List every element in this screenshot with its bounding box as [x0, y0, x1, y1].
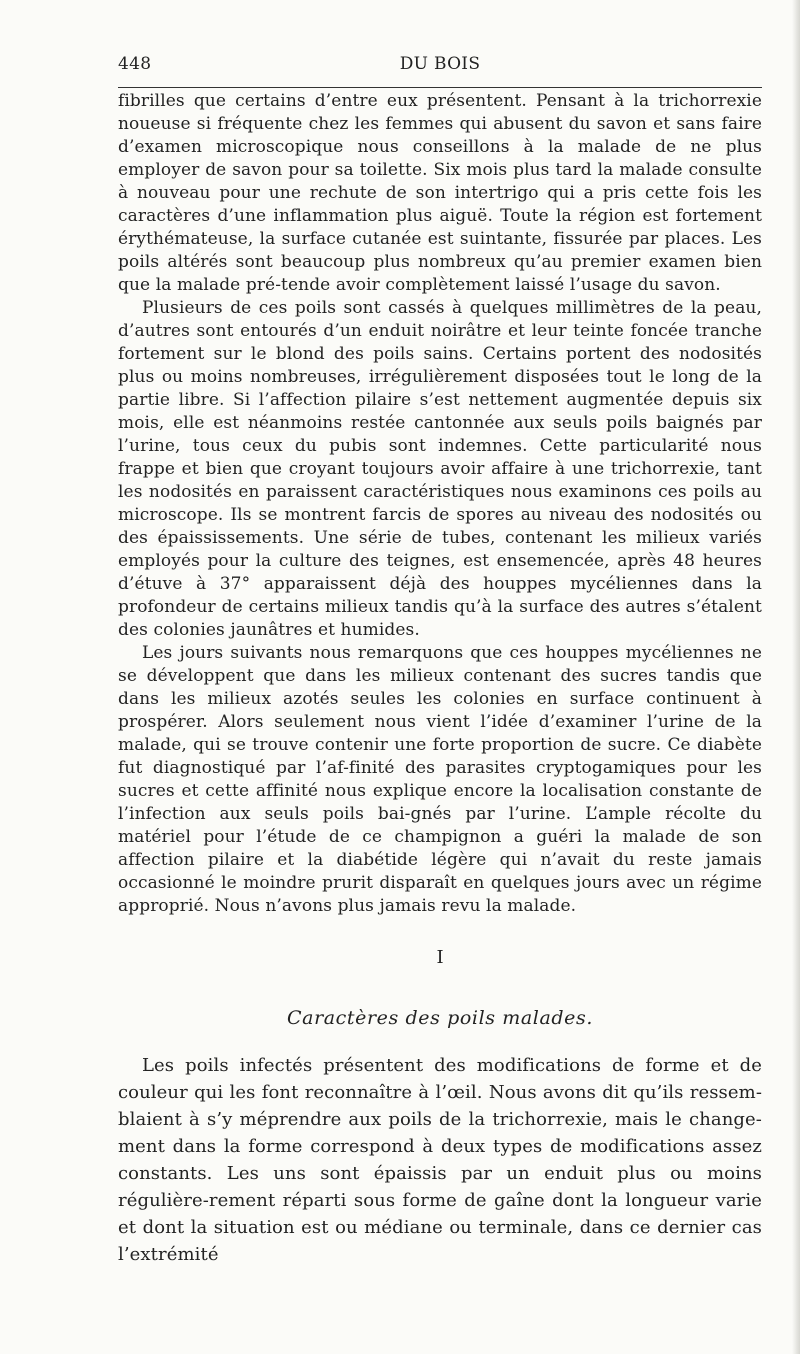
running-title: DU BOIS: [399, 54, 481, 74]
paragraph-1: fibrilles que certains d’entre eux présentent. Pensant à la trichorrexie noueuse si fréquente chez les femmes qui abusent du savon et sans faire d’examen microscopique nous conseillons à la malade de ne plus employer de savon pour sa toilette. Six mois plus tard la malade consulte à nouveau pour une rechute de son intertrigo qui a pris cette fois les caractères d’une inflammation plus aiguë. Toute la région est fortement érythémateuse, la surface cutanée est suintante, fissurée par places. Les poils altérés sont beaucoup plus nombreux qu’au premier examen bien que la malade pré-tende avoir complètement laissé l’usage du savon.: [118, 91, 762, 295]
running-head: [118, 52, 762, 82]
section-title: Caractères des poils malades.: [287, 1007, 593, 1029]
paragraph-2: Plusieurs de ces poils sont cassés à quelques millimètres de la peau, d’autres sont entourés d’un enduit noirâtre et leur teinte foncée tranche fortement sur le blond des poils sains. Certains portent des nodosités plus ou moins nombreuses, irrégulièrement disposées tout le long de la partie libre. Si l’affection pilaire s’est nettement augmentée depuis six mois, elle est néanmoins restée cantonnée aux seuls poils baignés par l’urine, tous ceux du pubis sont indemnes. Cette particularité nous frappe et bien que croyant toujours avoir affaire à une trichorrexie, tant les nodosités en paraissent caractéristiques nous examinons ces poils au microscope. Ils se montrent farcis de spores au niveau des nodosités ou des épaississements. Une série de tubes, contenant les milieux variés employés pour la culture des teignes, est ensemencée, après 48 heures d’étuve à 37° apparaissent déjà des houppes mycéliennes dans la profondeur de certains milieux tandis qu’à la surface des autres s’étalent des colonies jaunâtres et humides.: [118, 298, 762, 640]
book-page: [118, 52, 762, 1265]
page-edge-shadow: [792, 0, 800, 1354]
section-text: [118, 1052, 762, 1268]
main-text: [118, 90, 762, 918]
section-paragraph: Les poils infectés présentent des modifications de forme et de couleur qui les font reconnaître à l’œil. Nous avons dit qu’ils ressem-blaient à s’y méprendre aux poils de la trichorrexie, mais le change-ment dans la forme correspond à deux types de modifications assez constants. Les uns sont épaissis par un enduit plus ou moins régulière-rement réparti sous forme de gaîne dont la longueur varie et dont la situation est ou médiane ou terminale, dans ce dernier cas l’extrémité: [118, 1055, 762, 1265]
paragraph-3: Les jours suivants nous remarquons que ces houppes mycéliennes ne se développent que dans les milieux contenant des sucres tandis que dans les milieux azotés seules les colonies en surface continuent à prospérer. Alors seulement nous vient l’idée d’examiner l’urine de la malade, qui se trouve contenir une forte proportion de sucre. Ce diabète fut diagnostiqué par l’af-finité des parasites cryptogamiques pour les sucres et cette affinité nous explique encore la localisation constante de l’infection aux seuls poils bai-gnés par l’urine. L’ample récolte du matériel pour l’étude de ce champignon a guéri la malade de son affection pilaire et la diabétide légère qui n’avait du reste jamais occasionné le moindre prurit disparaît en quelques jours avec un régime approprié. Nous n’avons plus jamais revu la malade.: [118, 643, 762, 916]
section-number: I: [436, 947, 444, 968]
page-number: 448: [118, 54, 152, 74]
header-rule: [118, 87, 762, 88]
